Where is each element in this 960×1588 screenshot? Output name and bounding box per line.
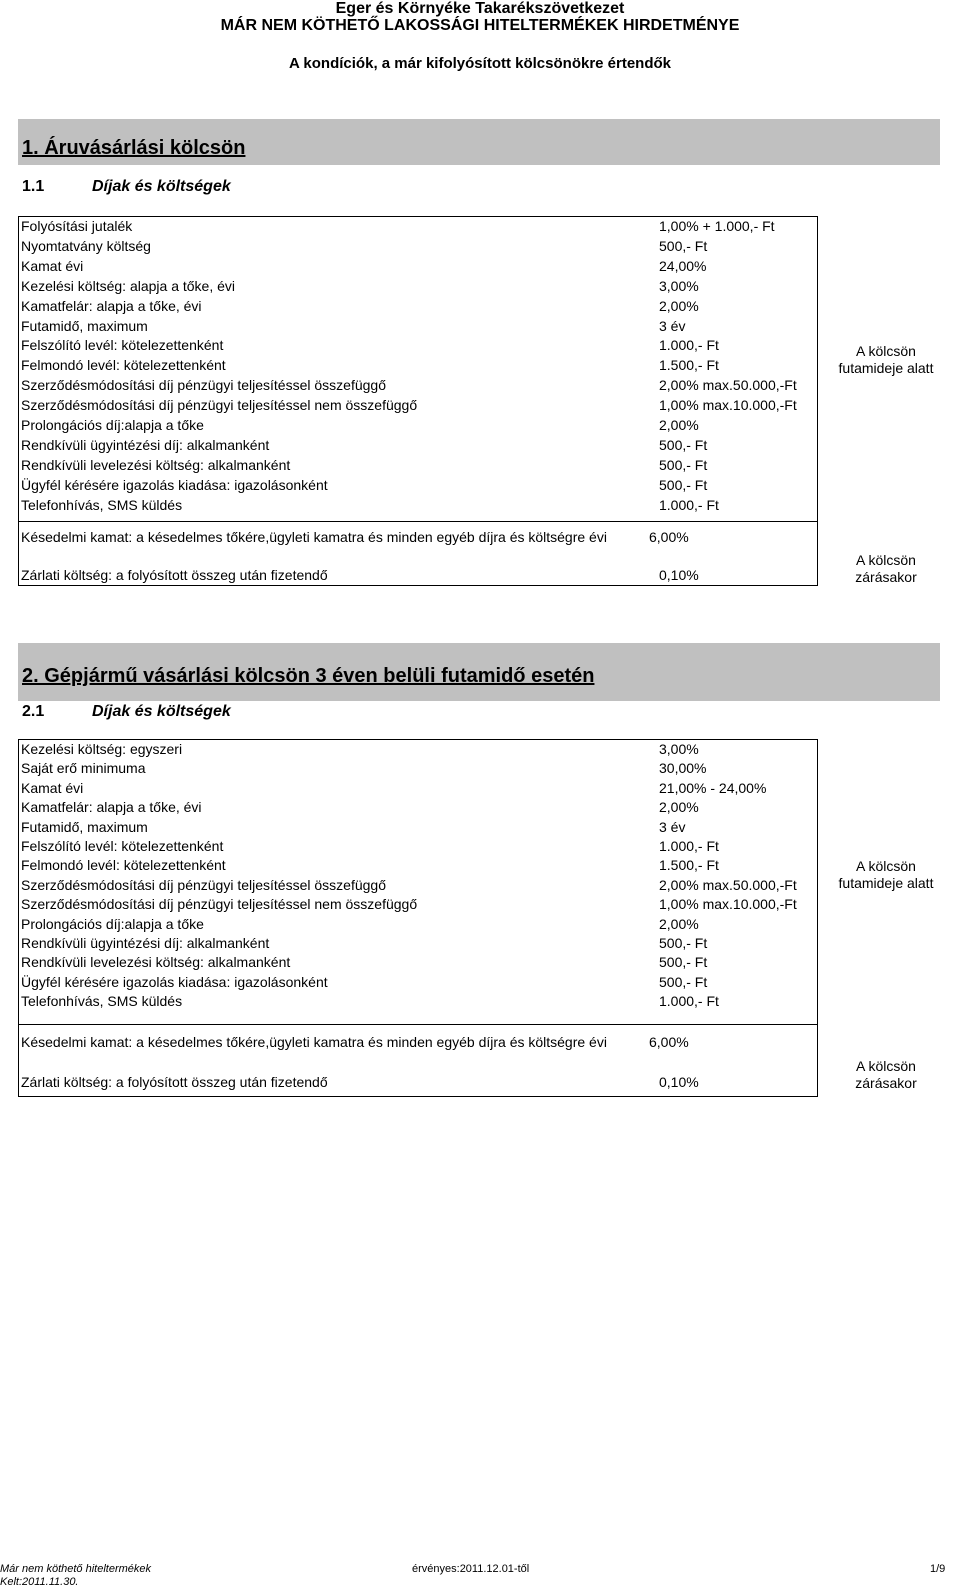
fee-label: Prolongációs díj:alapja a tőke bbox=[21, 417, 204, 433]
fee-value: 2,00% bbox=[659, 915, 699, 932]
footer-validity: érvényes:2011.12.01-től bbox=[412, 1563, 530, 1575]
fee-value: 1,00% + 1.000,- Ft bbox=[659, 218, 775, 234]
fee-value: 2,00% bbox=[659, 417, 699, 433]
fee-value: 500,- Ft bbox=[659, 935, 708, 951]
fee-value: 1.500,- Ft bbox=[659, 857, 719, 874]
fee-label: Prolongációs díj:alapja a tőke bbox=[21, 915, 204, 932]
fee-value: 500,- Ft bbox=[659, 436, 708, 453]
subsection-number: 2.1 bbox=[22, 703, 45, 720]
section-2-title: 2. Gépjármű vásárlási kölcsön 3 éven belüli futamidő esetén bbox=[22, 665, 595, 687]
fee-label: Rendkívüli levelezési költség: alkalmanként bbox=[21, 456, 291, 473]
fee-label: Rendkívüli ügyintézési díj: alkalmanként bbox=[21, 935, 270, 951]
fee-label: Felmondó levél: kötelezettenként bbox=[21, 857, 226, 874]
fee-value: 3,00% bbox=[659, 277, 699, 294]
late-interest-value: 6,00% bbox=[649, 529, 689, 545]
section-1-title: 1. Áruvásárlási kölcsön bbox=[22, 137, 246, 159]
fee-value: 500,- Ft bbox=[659, 237, 708, 254]
fee-label: Futamidő, maximum bbox=[21, 317, 148, 334]
fee-label: Szerződésmódosítási díj pénzügyi teljesítéssel összefüggő bbox=[21, 377, 386, 394]
fee-label: Kamatfelár: alapja a tőke, évi bbox=[21, 799, 202, 816]
fee-value: 30,00% bbox=[659, 760, 707, 777]
fee-label: Ügyfél kérésére igazolás kiadása: igazolásonként bbox=[21, 476, 328, 493]
subsection-title: Díjak és költségek bbox=[92, 703, 231, 720]
fee-value: 500,- Ft bbox=[659, 954, 708, 971]
fee-label: Felszólító levél: kötelezettenként bbox=[21, 838, 224, 854]
fee-label: Futamidő, maximum bbox=[21, 818, 148, 835]
fee-label: Saját erő minimuma bbox=[21, 760, 146, 777]
subsection-title: Díjak és költségek bbox=[92, 178, 231, 195]
fee-value: 2,00% max.50.000,-Ft bbox=[659, 377, 797, 394]
late-interest-label: Késedelmi kamat: a késedelmes tőkére,ügyleti kamatra és minden egyéb díjra és költségre évi bbox=[21, 1034, 607, 1050]
fee-value: 24,00% bbox=[659, 257, 707, 274]
section-2-subtitle bbox=[22, 703, 231, 721]
fee-value: 1.000,- Ft bbox=[659, 993, 719, 1010]
late-interest-label: Késedelmi kamat: a késedelmes tőkére,ügyleti kamatra és minden egyéb díjra és költségre évi bbox=[21, 529, 607, 545]
fee-value: 1,00% max.10.000,-Ft bbox=[659, 896, 797, 913]
section-1-band bbox=[18, 119, 940, 165]
fee-label: Ügyfél kérésére igazolás kiadása: igazolásonként bbox=[21, 973, 328, 990]
document-subtitle: A kondíciók, a már kifolyósított kölcsönökre értendők bbox=[288, 55, 672, 72]
side-note: A kölcsön futamideje alatt bbox=[838, 343, 934, 376]
section-1-fee-table bbox=[18, 216, 934, 586]
fee-label: Szerződésmódosítási díj pénzügyi teljesítéssel összefüggő bbox=[21, 876, 386, 893]
fee-value: 2,00% bbox=[659, 799, 699, 816]
fee-value: 3 év bbox=[659, 317, 686, 334]
fee-value: 1.000,- Ft bbox=[659, 496, 719, 513]
side-note: A kölcsön futamideje alatt bbox=[838, 858, 934, 891]
fee-label: Nyomtatvány költség bbox=[21, 237, 151, 254]
closing-note: A kölcsön zárásakor bbox=[855, 552, 917, 585]
fee-value: 3,00% bbox=[659, 741, 699, 757]
closing-cost-value: 0,10% bbox=[659, 567, 699, 583]
fee-label: Kezelési költség: egyszeri bbox=[21, 741, 183, 757]
fee-label: Rendkívüli ügyintézési díj: alkalmanként bbox=[21, 436, 270, 453]
closing-cost-label: Zárlati költség: a folyósított összeg után fizetendő bbox=[21, 567, 328, 583]
fee-label: Szerződésmódosítási díj pénzügyi teljesítéssel nem összefüggő bbox=[21, 896, 418, 913]
fee-label: Folyósítási jutalék bbox=[21, 218, 133, 234]
fee-label: Szerződésmódosítási díj pénzügyi teljesítéssel nem összefüggő bbox=[21, 397, 418, 414]
fee-value: 500,- Ft bbox=[659, 456, 708, 473]
fee-label: Telefonhívás, SMS küldés bbox=[21, 496, 183, 513]
org-name: Eger és Környéke Takarékszövetkezet bbox=[335, 0, 625, 17]
section-2-fee-table bbox=[18, 739, 934, 1097]
fee-value: 500,- Ft bbox=[659, 973, 708, 990]
late-interest-value: 6,00% bbox=[649, 1034, 689, 1050]
fee-label: Felmondó levél: kötelezettenként bbox=[21, 357, 226, 374]
divider bbox=[19, 521, 817, 522]
document-title: MÁR NEM KÖTHETŐ LAKOSSÁGI HITELTERMÉKEK HIRDETMÉNYE bbox=[220, 17, 740, 34]
fee-value: 3 év bbox=[659, 818, 686, 835]
footer-left: Már nem köthető hiteltermékek bbox=[0, 1563, 152, 1575]
closing-note: A kölcsön zárásakor bbox=[855, 1058, 917, 1091]
closing-cost-value: 0,10% bbox=[659, 1074, 699, 1090]
divider bbox=[19, 1024, 817, 1025]
fee-label: Felszólító levél: kötelezettenként bbox=[21, 337, 224, 354]
fee-value: 21,00% - 24,00% bbox=[659, 779, 767, 796]
fee-value: 2,00% bbox=[659, 297, 699, 314]
footer-page-number: 1/9 bbox=[930, 1563, 946, 1575]
section-1-subtitle bbox=[22, 178, 231, 196]
fee-label: Kamat évi bbox=[21, 779, 84, 796]
fee-label: Kezelési költség: alapja a tőke, évi bbox=[21, 277, 236, 294]
fee-label: Kamatfelár: alapja a tőke, évi bbox=[21, 297, 202, 314]
subsection-number: 1.1 bbox=[22, 178, 45, 195]
fee-label: Kamat évi bbox=[21, 257, 84, 274]
fee-value: 1,00% max.10.000,-Ft bbox=[659, 397, 797, 414]
fee-label: Rendkívüli levelezési költség: alkalmanként bbox=[21, 954, 291, 971]
fee-value: 500,- Ft bbox=[659, 476, 708, 493]
fee-value: 1.500,- Ft bbox=[659, 357, 719, 374]
fee-value: 1.000,- Ft bbox=[659, 838, 719, 854]
closing-cost-label: Zárlati költség: a folyósított összeg után fizetendő bbox=[21, 1074, 328, 1090]
section-2-band bbox=[18, 643, 940, 701]
fee-value: 1.000,- Ft bbox=[659, 337, 719, 354]
footer-date: Kelt:2011.11.30. bbox=[0, 1576, 79, 1588]
fee-value: 2,00% max.50.000,-Ft bbox=[659, 876, 797, 893]
fee-label: Telefonhívás, SMS küldés bbox=[21, 993, 183, 1010]
